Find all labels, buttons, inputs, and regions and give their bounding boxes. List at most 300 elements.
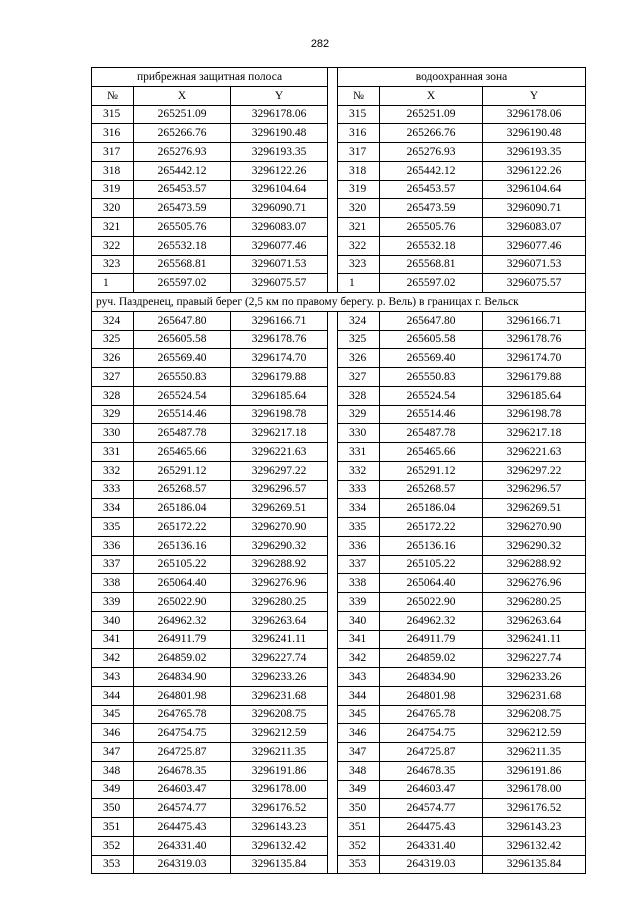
left-y-value: 3296135.84 <box>231 855 328 874</box>
left-x-value: 264725.87 <box>134 743 231 762</box>
right-point-number: 329 <box>338 405 380 424</box>
table-row <box>92 855 586 874</box>
column-gap <box>328 311 338 330</box>
right-y-value: 3296290.32 <box>483 536 586 555</box>
right-y-value: 3296090.71 <box>483 199 586 218</box>
left-x-value: 265550.83 <box>134 368 231 387</box>
table-row <box>92 630 586 649</box>
left-x-value: 265186.04 <box>134 499 231 518</box>
right-point-number: 324 <box>338 311 380 330</box>
right-x-value: 265064.40 <box>380 574 483 593</box>
left-point-number: 343 <box>92 668 134 687</box>
left-point-number: 323 <box>92 255 134 274</box>
left-y-value: 3296179.88 <box>231 368 328 387</box>
column-header-row <box>92 86 586 105</box>
right-num-header: № <box>338 86 380 105</box>
left-y-value: 3296178.00 <box>231 780 328 799</box>
right-point-number: 348 <box>338 761 380 780</box>
right-point-number: 321 <box>338 218 380 237</box>
left-y-value: 3296233.26 <box>231 668 328 687</box>
table-row <box>92 761 586 780</box>
left-x-header: X <box>134 86 231 105</box>
table-row <box>92 536 586 555</box>
right-x-value: 265251.09 <box>380 105 483 124</box>
right-y-value: 3296217.18 <box>483 424 586 443</box>
table-row <box>92 836 586 855</box>
column-gap <box>328 499 338 518</box>
right-y-value: 3296297.22 <box>483 461 586 480</box>
left-point-number: 322 <box>92 236 134 255</box>
left-y-value: 3296193.35 <box>231 143 328 162</box>
left-point-number: 324 <box>92 311 134 330</box>
column-gap <box>328 836 338 855</box>
table-row <box>92 443 586 462</box>
right-y-value: 3296143.23 <box>483 818 586 837</box>
left-x-value: 265136.16 <box>134 536 231 555</box>
column-gap <box>328 86 338 105</box>
right-x-value: 265291.12 <box>380 461 483 480</box>
right-x-value: 264962.32 <box>380 611 483 630</box>
left-y-value: 3296176.52 <box>231 799 328 818</box>
column-gap <box>328 161 338 180</box>
right-y-value: 3296233.26 <box>483 668 586 687</box>
left-x-value: 264859.02 <box>134 649 231 668</box>
right-point-number: 350 <box>338 799 380 818</box>
table-row <box>92 649 586 668</box>
right-y-value: 3296178.00 <box>483 780 586 799</box>
left-point-number: 350 <box>92 799 134 818</box>
column-gap <box>328 724 338 743</box>
right-x-value: 265172.22 <box>380 518 483 537</box>
right-point-number: 327 <box>338 368 380 387</box>
right-point-number: 316 <box>338 124 380 143</box>
left-point-number: 327 <box>92 368 134 387</box>
left-point-number: 335 <box>92 518 134 537</box>
left-y-value: 3296269.51 <box>231 499 328 518</box>
left-x-value: 265268.57 <box>134 480 231 499</box>
left-y-value: 3296083.07 <box>231 218 328 237</box>
left-y-value: 3296132.42 <box>231 836 328 855</box>
column-gap <box>328 105 338 124</box>
column-gap <box>328 386 338 405</box>
column-gap <box>328 199 338 218</box>
left-y-value: 3296122.26 <box>231 161 328 180</box>
column-gap <box>328 780 338 799</box>
right-y-value: 3296132.42 <box>483 836 586 855</box>
left-point-number: 345 <box>92 705 134 724</box>
right-x-value: 264725.87 <box>380 743 483 762</box>
left-y-value: 3296227.74 <box>231 649 328 668</box>
right-y-value: 3296135.84 <box>483 855 586 874</box>
right-point-number: 331 <box>338 443 380 462</box>
table-row <box>92 143 586 162</box>
left-point-number: 337 <box>92 555 134 574</box>
left-y-value: 3296178.76 <box>231 330 328 349</box>
right-point-number: 326 <box>338 349 380 368</box>
table-row <box>92 199 586 218</box>
right-x-value: 265597.02 <box>380 274 483 293</box>
left-point-number: 334 <box>92 499 134 518</box>
table-row <box>92 180 586 199</box>
column-gap <box>328 349 338 368</box>
right-x-value: 264475.43 <box>380 818 483 837</box>
right-y-value: 3296270.90 <box>483 518 586 537</box>
header-title-row <box>92 68 586 87</box>
column-gap <box>328 686 338 705</box>
right-y-value: 3296178.76 <box>483 330 586 349</box>
column-gap <box>328 330 338 349</box>
left-point-number: 353 <box>92 855 134 874</box>
table-row <box>92 555 586 574</box>
right-y-value: 3296122.26 <box>483 161 586 180</box>
right-y-value: 3296077.46 <box>483 236 586 255</box>
left-x-value: 265453.57 <box>134 180 231 199</box>
left-point-number: 342 <box>92 649 134 668</box>
right-point-number: 342 <box>338 649 380 668</box>
left-y-value: 3296166.71 <box>231 311 328 330</box>
left-x-value: 264754.75 <box>134 724 231 743</box>
right-point-number: 1 <box>338 274 380 293</box>
right-point-number: 330 <box>338 424 380 443</box>
right-y-value: 3296174.70 <box>483 349 586 368</box>
table-row <box>92 255 586 274</box>
right-point-number: 338 <box>338 574 380 593</box>
right-y-value: 3296190.48 <box>483 124 586 143</box>
left-x-value: 264962.32 <box>134 611 231 630</box>
left-x-value: 265473.59 <box>134 199 231 218</box>
right-point-number: 322 <box>338 236 380 255</box>
left-x-value: 265532.18 <box>134 236 231 255</box>
left-y-header: Y <box>231 86 328 105</box>
left-x-value: 265569.40 <box>134 349 231 368</box>
right-y-value: 3296083.07 <box>483 218 586 237</box>
right-point-number: 337 <box>338 555 380 574</box>
table-row <box>92 218 586 237</box>
right-x-value: 265186.04 <box>380 499 483 518</box>
table-row <box>92 424 586 443</box>
right-point-number: 353 <box>338 855 380 874</box>
left-y-value: 3296288.92 <box>231 555 328 574</box>
right-x-value: 264765.78 <box>380 705 483 724</box>
right-x-value: 265276.93 <box>380 143 483 162</box>
left-y-value: 3296296.57 <box>231 480 328 499</box>
left-point-number: 316 <box>92 124 134 143</box>
right-y-value: 3296280.25 <box>483 593 586 612</box>
column-gap <box>328 274 338 293</box>
right-x-value: 265268.57 <box>380 480 483 499</box>
left-y-value: 3296231.68 <box>231 686 328 705</box>
right-point-number: 333 <box>338 480 380 499</box>
left-point-number: 339 <box>92 593 134 612</box>
left-y-value: 3296071.53 <box>231 255 328 274</box>
left-x-value: 265276.93 <box>134 143 231 162</box>
left-point-number: 341 <box>92 630 134 649</box>
right-point-number: 340 <box>338 611 380 630</box>
right-y-value: 3296191.86 <box>483 761 586 780</box>
right-y-value: 3296071.53 <box>483 255 586 274</box>
left-y-value: 3296077.46 <box>231 236 328 255</box>
table-row <box>92 274 586 293</box>
right-x-value: 265605.58 <box>380 330 483 349</box>
left-point-number: 317 <box>92 143 134 162</box>
table-row <box>92 574 586 593</box>
left-point-number: 347 <box>92 743 134 762</box>
table-row <box>92 705 586 724</box>
column-gap <box>328 68 338 87</box>
right-point-number: 317 <box>338 143 380 162</box>
left-point-number: 346 <box>92 724 134 743</box>
left-y-value: 3296280.25 <box>231 593 328 612</box>
left-point-number: 352 <box>92 836 134 855</box>
left-point-number: 325 <box>92 330 134 349</box>
left-y-value: 3296190.48 <box>231 124 328 143</box>
left-x-value: 265442.12 <box>134 161 231 180</box>
right-x-value: 265532.18 <box>380 236 483 255</box>
right-y-value: 3296241.11 <box>483 630 586 649</box>
right-point-number: 344 <box>338 686 380 705</box>
table-row <box>92 386 586 405</box>
left-point-number: 336 <box>92 536 134 555</box>
right-x-value: 265568.81 <box>380 255 483 274</box>
right-point-number: 339 <box>338 593 380 612</box>
left-point-number: 329 <box>92 405 134 424</box>
right-point-number: 315 <box>338 105 380 124</box>
right-point-number: 349 <box>338 780 380 799</box>
left-y-value: 3296174.70 <box>231 349 328 368</box>
left-point-number: 320 <box>92 199 134 218</box>
right-x-value: 265524.54 <box>380 386 483 405</box>
left-y-value: 3296208.75 <box>231 705 328 724</box>
left-y-value: 3296290.32 <box>231 536 328 555</box>
left-point-number: 321 <box>92 218 134 237</box>
table-row <box>92 668 586 687</box>
right-point-number: 341 <box>338 630 380 649</box>
right-y-value: 3296208.75 <box>483 705 586 724</box>
table-row <box>92 405 586 424</box>
left-x-value: 265568.81 <box>134 255 231 274</box>
right-x-value: 265473.59 <box>380 199 483 218</box>
right-x-value: 265136.16 <box>380 536 483 555</box>
table-row <box>92 349 586 368</box>
left-x-value: 265505.76 <box>134 218 231 237</box>
left-y-value: 3296263.64 <box>231 611 328 630</box>
right-y-value: 3296193.35 <box>483 143 586 162</box>
left-x-value: 265251.09 <box>134 105 231 124</box>
right-point-number: 318 <box>338 161 380 180</box>
right-y-value: 3296263.64 <box>483 611 586 630</box>
left-point-number: 331 <box>92 443 134 462</box>
left-y-value: 3296104.64 <box>231 180 328 199</box>
column-gap <box>328 743 338 762</box>
table-row <box>92 818 586 837</box>
right-x-value: 265569.40 <box>380 349 483 368</box>
right-x-value: 265453.57 <box>380 180 483 199</box>
left-y-value: 3296178.06 <box>231 105 328 124</box>
right-x-value: 265105.22 <box>380 555 483 574</box>
left-zone-title: прибрежная защитная полоса <box>92 68 328 87</box>
right-x-value: 265487.78 <box>380 424 483 443</box>
table-row <box>92 105 586 124</box>
right-y-value: 3296231.68 <box>483 686 586 705</box>
table-row <box>92 780 586 799</box>
column-gap <box>328 143 338 162</box>
left-y-value: 3296191.86 <box>231 761 328 780</box>
table-row <box>92 499 586 518</box>
right-y-value: 3296227.74 <box>483 649 586 668</box>
column-gap <box>328 124 338 143</box>
left-y-value: 3296270.90 <box>231 518 328 537</box>
right-point-number: 335 <box>338 518 380 537</box>
left-y-value: 3296276.96 <box>231 574 328 593</box>
left-point-number: 349 <box>92 780 134 799</box>
column-gap <box>328 668 338 687</box>
table-row <box>92 611 586 630</box>
left-y-value: 3296090.71 <box>231 199 328 218</box>
right-point-number: 323 <box>338 255 380 274</box>
left-x-value: 265524.54 <box>134 386 231 405</box>
left-y-value: 3296217.18 <box>231 424 328 443</box>
right-x-value: 265022.90 <box>380 593 483 612</box>
right-y-value: 3296296.57 <box>483 480 586 499</box>
left-x-value: 264574.77 <box>134 799 231 818</box>
left-point-number: 351 <box>92 818 134 837</box>
right-x-value: 265442.12 <box>380 161 483 180</box>
left-x-value: 264603.47 <box>134 780 231 799</box>
left-x-value: 264911.79 <box>134 630 231 649</box>
right-x-value: 265514.46 <box>380 405 483 424</box>
coordinates-table <box>91 67 586 874</box>
table-row <box>92 161 586 180</box>
column-gap <box>328 555 338 574</box>
left-x-value: 265266.76 <box>134 124 231 143</box>
left-point-number: 319 <box>92 180 134 199</box>
left-x-value: 264834.90 <box>134 668 231 687</box>
left-x-value: 265487.78 <box>134 424 231 443</box>
table-row <box>92 124 586 143</box>
column-gap <box>328 799 338 818</box>
column-gap <box>328 593 338 612</box>
column-gap <box>328 461 338 480</box>
right-x-value: 265550.83 <box>380 368 483 387</box>
right-x-value: 265465.66 <box>380 443 483 462</box>
right-point-number: 352 <box>338 836 380 855</box>
right-y-value: 3296185.64 <box>483 386 586 405</box>
table-row <box>92 799 586 818</box>
left-x-value: 264475.43 <box>134 818 231 837</box>
left-y-value: 3296185.64 <box>231 386 328 405</box>
section-row <box>92 293 586 312</box>
right-y-value: 3296276.96 <box>483 574 586 593</box>
left-x-value: 264678.35 <box>134 761 231 780</box>
left-point-number: 326 <box>92 349 134 368</box>
table-row <box>92 686 586 705</box>
right-x-value: 265266.76 <box>380 124 483 143</box>
right-y-value: 3296288.92 <box>483 555 586 574</box>
right-point-number: 347 <box>338 743 380 762</box>
table-row <box>92 368 586 387</box>
table-row <box>92 461 586 480</box>
right-point-number: 336 <box>338 536 380 555</box>
column-gap <box>328 443 338 462</box>
right-y-value: 3296211.35 <box>483 743 586 762</box>
column-gap <box>328 536 338 555</box>
right-x-value: 264754.75 <box>380 724 483 743</box>
left-point-number: 348 <box>92 761 134 780</box>
right-x-value: 264859.02 <box>380 649 483 668</box>
right-x-value: 264801.98 <box>380 686 483 705</box>
table-row <box>92 743 586 762</box>
right-x-value: 264331.40 <box>380 836 483 855</box>
left-point-number: 333 <box>92 480 134 499</box>
left-x-value: 265597.02 <box>134 274 231 293</box>
right-x-value: 264911.79 <box>380 630 483 649</box>
left-x-value: 264801.98 <box>134 686 231 705</box>
left-point-number: 332 <box>92 461 134 480</box>
column-gap <box>328 368 338 387</box>
right-y-value: 3296212.59 <box>483 724 586 743</box>
right-y-value: 3296221.63 <box>483 443 586 462</box>
table-row <box>92 724 586 743</box>
column-gap <box>328 218 338 237</box>
left-x-value: 265605.58 <box>134 330 231 349</box>
left-x-value: 265105.22 <box>134 555 231 574</box>
right-x-value: 264678.35 <box>380 761 483 780</box>
left-y-value: 3296221.63 <box>231 443 328 462</box>
left-y-value: 3296297.22 <box>231 461 328 480</box>
left-point-number: 328 <box>92 386 134 405</box>
left-x-value: 265514.46 <box>134 405 231 424</box>
right-y-value: 3296269.51 <box>483 499 586 518</box>
right-y-header: Y <box>483 86 586 105</box>
left-point-number: 340 <box>92 611 134 630</box>
left-num-header: № <box>92 86 134 105</box>
left-y-value: 3296211.35 <box>231 743 328 762</box>
right-zone-title: водоохранная зона <box>338 68 586 87</box>
left-y-value: 3296143.23 <box>231 818 328 837</box>
table-row <box>92 311 586 330</box>
right-point-number: 343 <box>338 668 380 687</box>
right-y-value: 3296176.52 <box>483 799 586 818</box>
left-x-value: 264319.03 <box>134 855 231 874</box>
right-point-number: 345 <box>338 705 380 724</box>
left-point-number: 318 <box>92 161 134 180</box>
table-row <box>92 518 586 537</box>
right-point-number: 332 <box>338 461 380 480</box>
right-point-number: 328 <box>338 386 380 405</box>
column-gap <box>328 480 338 499</box>
left-x-value: 264331.40 <box>134 836 231 855</box>
right-point-number: 320 <box>338 199 380 218</box>
right-y-value: 3296075.57 <box>483 274 586 293</box>
left-x-value: 265172.22 <box>134 518 231 537</box>
left-x-value: 265465.66 <box>134 443 231 462</box>
column-gap <box>328 611 338 630</box>
column-gap <box>328 236 338 255</box>
column-gap <box>328 574 338 593</box>
column-gap <box>328 649 338 668</box>
right-x-header: X <box>380 86 483 105</box>
right-point-number: 319 <box>338 180 380 199</box>
column-gap <box>328 705 338 724</box>
column-gap <box>328 255 338 274</box>
right-x-value: 264319.03 <box>380 855 483 874</box>
right-point-number: 351 <box>338 818 380 837</box>
right-x-value: 264834.90 <box>380 668 483 687</box>
left-x-value: 265647.80 <box>134 311 231 330</box>
table-row <box>92 593 586 612</box>
table-row <box>92 480 586 499</box>
left-x-value: 264765.78 <box>134 705 231 724</box>
